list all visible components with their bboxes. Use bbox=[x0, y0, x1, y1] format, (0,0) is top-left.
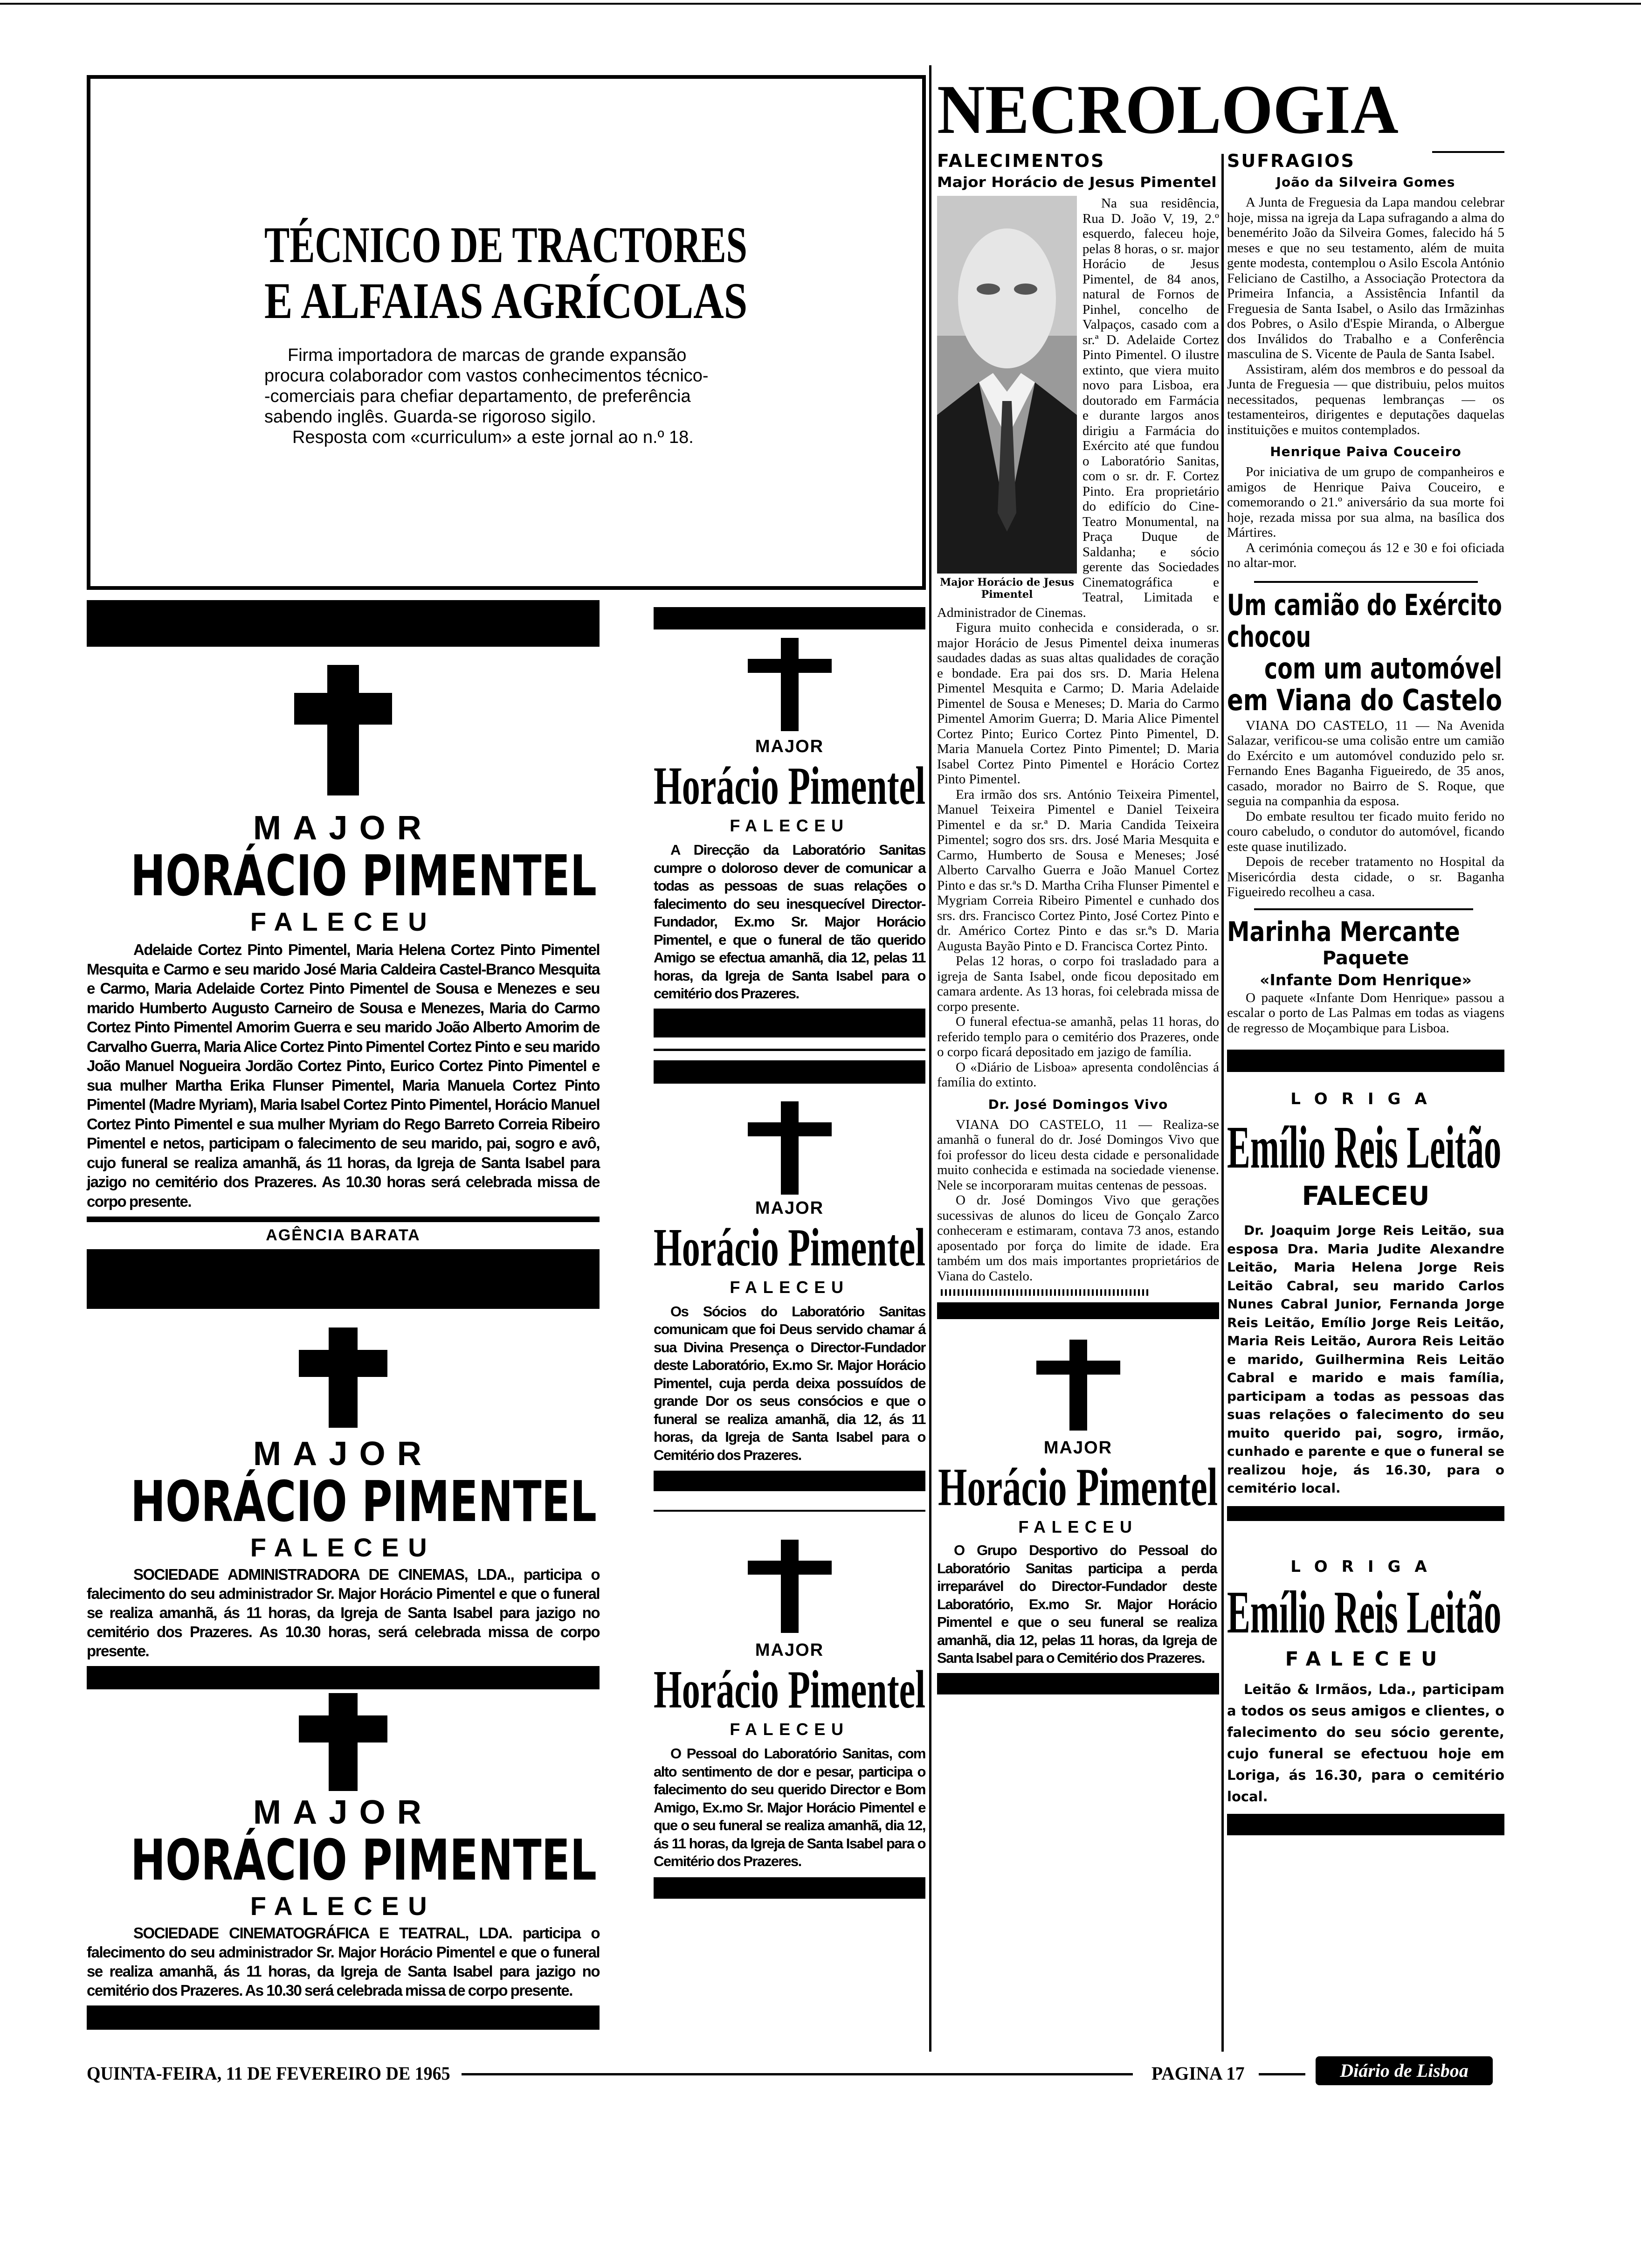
cross-icon bbox=[1036, 1340, 1120, 1431]
obituary-name: Emílio Reis Leitão bbox=[1227, 1578, 1502, 1646]
subheadline: «Infante Dom Henrique» bbox=[1260, 970, 1472, 989]
headline: em Viana do Castelo bbox=[1227, 683, 1503, 717]
paragraph: Figura muito conhecida e considerada, o sr. major Horácio de Jesus Pimentel deixa inumeras saudades dadas as suas altas qualidades de coração e bondade. Era pai dos srs. D. Maria Helena Pimentel Mesquita e Carmo; D. Maria Adelaide Pimentel de Sousa e Meneses; D. Maria do Carmo Pimentel Amorim Guerra; D. Maria Alice Pimentel Cortez Pinto; Eurico Cortez Pinto Pimentel, D. Maria Manuela Cortez Pinto Pimentel; D. Maria Isabel Cortez Pinto Pimentel e Horácio Cortez Pinto Pimentel. bbox=[937, 620, 1219, 787]
top-rule bbox=[0, 3, 1641, 5]
cross-icon bbox=[299, 1328, 387, 1428]
mourning-bar bbox=[937, 1673, 1219, 1694]
obituary-rank: MAJOR bbox=[755, 1198, 824, 1218]
rule bbox=[1254, 581, 1478, 583]
paragraph: Assistiram, além dos membros e do pessoal da Junta de Freguesia — que distribuiu, pelos muitos necessitados, pequenas lembranças — os testamenteiros, dirigentes e deputações daquelas instituições e muitos contemplados. bbox=[1227, 361, 1504, 437]
article-heading: João da Silveira Gomes bbox=[1276, 174, 1455, 190]
obituary-rank: MAJOR bbox=[755, 1640, 824, 1660]
paragraph: Depois de receber tratamento no Hospital da Misericórdia desta cidade, o sr. Baganha Figueiredo recolheu a casa. bbox=[1227, 854, 1504, 899]
rule bbox=[87, 1217, 600, 1222]
marinha-article bbox=[1227, 990, 1504, 1036]
paragraph: Era irmão dos srs. António Teixeira Pimentel, Manuel Teixeira Pimentel e Daniel Teixeira Pimentel e da sr.ª D. Maria Candida Teixeira Pimentel; sogro dos srs. drs. José Maria Mesquita e Carmo, Humberto de Sousa e Meneses; José Alberto Carvalho Guerra e João Manuel Cortez Pinto e das sr.ªs D. Martha Criha Flunser Pimentel e Mygriam Correia Ribeiro Pimentel e cunhado dos srs. drs. Francisco Cortez Pinto, José Cortez Pinto e dr. Américo Cortez Pinto e das sr.ªs D. Maria Augusta Bayão Pinto e D. Francisca Cortez Pinto. bbox=[937, 787, 1219, 954]
sufragios-label: SUFRAGIOS bbox=[1227, 151, 1355, 171]
obituary-name: HORÁCIO PIMENTEL bbox=[131, 844, 597, 909]
portrait-photo bbox=[937, 196, 1077, 601]
paragraph: O funeral efectua-se amanhã, pelas 11 horas, do referido templo para o cemitério dos Prazeres, onde o corpo ficará depositado em jazigo de família. bbox=[937, 1014, 1219, 1059]
masthead-logo: Diário de Lisboa bbox=[1316, 2056, 1493, 2085]
obituary-place: LORIGA bbox=[1290, 1090, 1441, 1108]
obituary-status: FALECEU bbox=[1285, 1647, 1447, 1670]
obituary-body: O Grupo Desportivo do Pessoal do Laboratório Sanitas participa a perda irreparável do Director-Fundador deste Laboratório, Ex.mo Sr. Major Horácio Pimentel e que o seu funeral se realiza amanhã, dia 12, pelas 11 horas, da Igreja de Santa Isabel para o Cemitério dos Prazeres. bbox=[937, 1542, 1217, 1666]
ad-line: Resposta com «curriculum» a este jornal ao n.º 18. bbox=[292, 428, 694, 447]
paragraph: A Junta de Freguesia da Lapa mandou celebrar hoje, missa na igreja da Lapa sufragando a alma do benemérito João da Silveira Gomes, falecido há 5 meses e que no seu testamento, além de muita gente modesta, contemplou o Asilo Escola António Feliciano de Castilho, a Associação Protectora da Primeira Infancia, a Assistência Infantil da Freguesia de Santa Isabel, o Asilo das Irmãzinhas dos Pobres, o Asilo d'Espie Miranda, o Albergue dos Inválidos do Trabalho e a Conferência masculina de S. Vicente de Paula de Santa Isabel. bbox=[1227, 195, 1504, 361]
funeral-agency: AGÊNCIA BARATA bbox=[266, 1226, 421, 1244]
rule bbox=[1254, 908, 1473, 910]
mourning-bar bbox=[654, 1009, 925, 1037]
rule bbox=[1432, 151, 1504, 153]
rule bbox=[462, 2073, 1133, 2075]
obituary-body: Leitão & Irmãos, Lda., participam a todos os seus amigos e clientes, o falecimento do seu sócio gerente, cujo funeral se efectuou hoje em Loriga, ás 16.30, para o cemitério local. bbox=[1227, 1681, 1504, 1805]
paragraph: VIANA DO CASTELO, 11 — Realiza-se amanhã o funeral do dr. José Domingos Vivo que foi professor do liceu desta cidade e personalidade muito conhecida e estimada na sociedade vienense. Nele se incorporaram muitas centenas de pessoas. bbox=[937, 1117, 1219, 1193]
ad-title: TÉCNICO DE TRACTORES bbox=[264, 216, 747, 273]
paragraph: A cerimónia começou ás 12 e 30 e foi oficiada no altar-mor. bbox=[1227, 540, 1504, 570]
column-rule bbox=[929, 65, 931, 2052]
obituary-name: Emílio Reis Leitão bbox=[1227, 1114, 1502, 1181]
obituary-name: HORÁCIO PIMENTEL bbox=[131, 1470, 597, 1535]
middle-column bbox=[654, 607, 925, 1899]
page-number: PAGINA 17 bbox=[1151, 2063, 1245, 2084]
cross-icon bbox=[748, 1101, 832, 1195]
obituary-status: FALECEU bbox=[1302, 1181, 1430, 1211]
headline: Marinha Mercante bbox=[1227, 915, 1460, 947]
mourning-bar bbox=[937, 1302, 1219, 1319]
obituary-place: LORIGA bbox=[1290, 1557, 1441, 1576]
ad-line: procura colaborador com vastos conhecimentos técnico- bbox=[264, 366, 709, 386]
portrait-image bbox=[937, 196, 1077, 574]
obituary-body: Adelaide Cortez Pinto Pimentel, Maria Helena Cortez Pinto Pimentel Mesquita e Carmo e seu marido José Maria Caldeira Castel-Branco Mesquita e Carmo, Maria Adelaide Cortez Pinto Pimentel de Sousa e Menezes e seu marido Humberto Augusto Carneiro de Sousa e Menezes, Maria do Carmo Cortez Pinto Pimentel Amorim Guerra e seu marido João Alberto Amorim de Carvalho Guerra, Maria Alice Cortez Pinto Pimentel Cortez Pinto e seu marido João Manuel Nogueira Jordão Cortez Pinto, Eurico Cortez Pinto Pimentel e sua mulher Martha Erika Flunser Pimentel, Maria Manuela Cortez Pinto Pimentel (Madre Myriam), Maria Isabel Cortez Pinto Pimentel, Horácio Manuel Cortez Pinto Pimentel e sua mulher Myriam do Rego Barreto Correia Ribeiro Pimentel e netos, participam o falecimento de seu marido, pai, sogro e avô, cujo funeral se realiza amanhã, ás 11 horas, da Igreja de Santa Isabel para jazigo no cemitério dos Prazeres. As 10.30 horas será celebrada missa de corpo presente. bbox=[87, 941, 600, 1210]
rule bbox=[1259, 2073, 1305, 2075]
obituary-name: Horácio Pimentel bbox=[654, 756, 926, 816]
footer-date: QUINTA-FEIRA, 11 DE FEVEREIRO DE 1965 bbox=[87, 2063, 450, 2084]
paragraph: O dr. José Domingos Vivo que gerações sucessivas de alunos do liceu de Gonçalo Zarco conheceram e estimaram, contava 73 anos, estando aposentado por força do limite de idade. Era também um dos mais importantes proprietários de Viana do Castelo. bbox=[937, 1193, 1219, 1284]
obituary-rank: MAJOR bbox=[253, 1435, 433, 1473]
mourning-bar bbox=[1227, 1814, 1504, 1835]
mourning-bar bbox=[654, 607, 925, 629]
subheadline: Paquete bbox=[1322, 947, 1409, 969]
rule bbox=[654, 1049, 925, 1051]
obituary-status: FALECEU bbox=[730, 1720, 849, 1739]
obituary-status: FALECEU bbox=[250, 1891, 436, 1921]
camiao-article bbox=[1227, 718, 1504, 900]
obituary-rank: MAJOR bbox=[253, 809, 433, 847]
classified-ad bbox=[87, 75, 926, 590]
ornamental-rule bbox=[941, 1289, 1151, 1296]
photo-caption: Major Horácio de Jesus Pimentel bbox=[939, 576, 1075, 601]
left-column bbox=[87, 600, 600, 2030]
article-heading: Dr. José Domingos Vivo bbox=[988, 1096, 1168, 1112]
mourning-bar bbox=[654, 1060, 925, 1084]
cross-icon bbox=[294, 665, 392, 795]
obituary-name: Horácio Pimentel bbox=[938, 1458, 1218, 1517]
ad-title: E ALFAIAS AGRÍCOLAS bbox=[264, 272, 748, 329]
obituary-body: Dr. Joaquim Jorge Reis Leitão, sua esposa Dra. Maria Judite Alexandre Leitão, Maria Helena Jorge Reis Leitão Cabral, seu marido Carlos Nunes Cabral Junior, Fernanda Jorge Reis Leitão, Emílio Jorge Reis Leitão, Maria Reis Leitão, Aurora Reis Leitão e marido, Guilhermina Reis Leitão Cabral e marido e mais família, participam a todas as pessoas das suas relações o falecimento do seu muito querido pai, sogro, irmão, cunhado e parente e que o funeral se realizou hoje, ás 16.30, para o cemitério local. bbox=[1227, 1223, 1504, 1496]
paragraph: Do embate resultou ter ficado muito ferido no couro cabeludo, o condutor do automóvel, ficando este quase inutilizado. bbox=[1227, 809, 1504, 854]
obituary-name: HORÁCIO PIMENTEL bbox=[131, 1828, 597, 1893]
article-heading: Major Horácio de Jesus Pimentel bbox=[937, 174, 1217, 191]
paragraph: Na sua residência, Rua D. João V, 19, 2.º esquerdo, faleceu hoje, pelas 8 horas, o sr. major Horácio de Jesus Pimentel, de 84 anos, natural de Fornos de Pinhel, concelho de Valpaços, casado com a sr.ª D. Adelaide Cortez Pinto Pimentel. O ilustre extinto, que viera muito novo para Lisboa, era doutorado em Farmácia e durante largos anos dirigiu a Farmácia do Exército até que fundou o Laboratório Sanitas, com o sr. dr. F. Cortez Pinto. Era proprietário do edifício do Cine-Teatro Monumental, na Praça Duque de Saldanha; e sócio gerente das Sociedades Cinematográfica e Teatral, Limitada e Administrador de Cinemas. bbox=[937, 196, 1219, 620]
headline: Um camião do Exército bbox=[1227, 588, 1502, 622]
obituary-name: Horácio Pimentel bbox=[654, 1660, 926, 1719]
obituary-body: SOCIEDADE CINEMATOGRÁFICA E TEATRAL, LDA. participa o falecimento do seu administrador Sr. Major Horácio Pimentel e que o funeral se realiza amanhã, ás 11 horas, da Igreja de Santa Isabel para jazigo no cemitério dos Prazeres. As 10.30 será celebrada missa de corpo presente. bbox=[87, 1924, 600, 1999]
obituary-status: FALECEU bbox=[250, 907, 436, 936]
paragraph: Por iniciativa de um grupo de companheiros e amigos de Henrique Paiva Couceiro, e comemorando o 21.º aniversário da sua morte foi hoje, rezada missa por sua alma, na basílica dos Mártires. bbox=[1227, 464, 1504, 540]
sufragios-column bbox=[1227, 150, 1504, 1835]
falecimentos-label: FALECIMENTOS bbox=[937, 151, 1105, 171]
column-rule bbox=[1221, 154, 1224, 2052]
article-heading: Henrique Paiva Couceiro bbox=[1270, 444, 1462, 459]
falecimentos-column bbox=[937, 150, 1219, 1694]
ad-body bbox=[264, 345, 758, 448]
falecimentos-article bbox=[937, 196, 1219, 1284]
ad-line: -comerciais para chefiar departamento, de preferência bbox=[264, 387, 691, 406]
obituary-rank: MAJOR bbox=[755, 737, 824, 756]
ad-line: sabendo inglês. Guarda-se rigoroso sigilo. bbox=[264, 407, 596, 427]
obituary-body: SOCIEDADE ADMINISTRADORA DE CINEMAS, LDA., participa o falecimento do seu administrador Sr. Major Horácio Pimentel e que o funeral se realiza amanhã, ás 11 horas, da Igreja de Santa Isabel para jazigo no cemitério dos Prazeres. As 10.30 horas, será celebrada missa de corpo presente. bbox=[87, 1566, 600, 1660]
mourning-bar bbox=[654, 1877, 925, 1899]
headline: chocou bbox=[1227, 619, 1311, 654]
ad-line: Firma importadora de marcas de grande expansão bbox=[288, 346, 687, 365]
sufragios-article bbox=[1227, 174, 1504, 571]
obituary-status: FALECEU bbox=[1018, 1517, 1138, 1536]
paragraph: O «Diário de Lisboa» apresenta condolências á família do extinto. bbox=[937, 1059, 1219, 1090]
obituary-body: O Pessoal do Laboratório Sanitas, com alto sentimento de dor e pesar, participa o falecimento do seu querido Director e Bom Amigo, Ex.mo Sr. Major Horácio Pimentel e que o seu funeral se realiza amanhã, dia 12, ás 11 horas, da Igreja de Santa Isabel para o Cemitério dos Prazeres. bbox=[654, 1745, 925, 1869]
obituary-status: FALECEU bbox=[730, 1277, 849, 1297]
obituary-name: Horácio Pimentel bbox=[654, 1217, 926, 1277]
paragraph: Pelas 12 horas, o corpo foi trasladado para a igreja de Santa Isabel, onde ficou depositado em camara ardente. As 13 horas, foi celebrada missa de corpo presente. bbox=[937, 954, 1219, 1014]
obituary-rank: MAJOR bbox=[1043, 1438, 1113, 1458]
paragraph: O paquete «Infante Dom Henrique» passou a escalar o porto de Las Palmas em todas as viagens de regresso de Moçambique para Lisboa. bbox=[1227, 990, 1504, 1036]
cross-icon bbox=[748, 1540, 832, 1633]
obituary-status: FALECEU bbox=[730, 816, 849, 835]
mourning-bar bbox=[1227, 1506, 1504, 1521]
obituary-status: FALECEU bbox=[250, 1533, 436, 1562]
mourning-bar bbox=[1227, 1050, 1504, 1072]
paragraph: VIANA DO CASTELO, 11 — Na Avenida Salazar, verificou-se uma colisão entre um camião do Exército e um automóvel conduzido pelo sr. Fernando Enes Baganha Figueiredo, de 35 anos, casado, morador no Bairro de S. Roque, que seguia na companhia da esposa. bbox=[1227, 718, 1504, 809]
mourning-bar bbox=[87, 1249, 600, 1309]
mourning-bar bbox=[87, 2005, 600, 2030]
obituary-rank: MAJOR bbox=[253, 1794, 433, 1831]
page-footer bbox=[0, 2056, 1641, 2089]
section-title: NECROLOGIA bbox=[937, 71, 1399, 148]
cross-icon bbox=[299, 1693, 387, 1791]
headline: com um automóvel bbox=[1264, 651, 1502, 685]
obituary-body: A Direcção da Laboratório Sanitas cumpre o doloroso dever de comunicar a todas as pessoas de suas relações o falecimento do seu inesquecível Director-Fundador, Ex.mo Sr. Major Horácio Pimentel, e que o funeral de tão querido Amigo se efectua amanhã, dia 12, pelas 11 horas, da Igreja de Santa Isabel para o cemitério dos Prazeres. bbox=[654, 842, 925, 1002]
mourning-bar bbox=[654, 1471, 925, 1491]
cross-icon bbox=[748, 638, 832, 731]
sufragios-header bbox=[1227, 150, 1504, 172]
obituary-body: Os Sócios do Laboratório Sanitas comunicam que foi Deus servido chamar á sua Divina Presença o Director-Fundador deste Laboratório, Ex.mo Sr. Major Horácio Pimentel, cuja perda deixa possuídos de grande Dor os seus consócios e que o funeral se realiza amanhã, dia 12, ás 11 horas, da Igreja de Santa Isabel para o Cemitério dos Prazeres. bbox=[654, 1303, 925, 1463]
rule bbox=[654, 1510, 925, 1512]
mourning-bar bbox=[87, 1666, 600, 1689]
mourning-bar bbox=[87, 600, 600, 647]
